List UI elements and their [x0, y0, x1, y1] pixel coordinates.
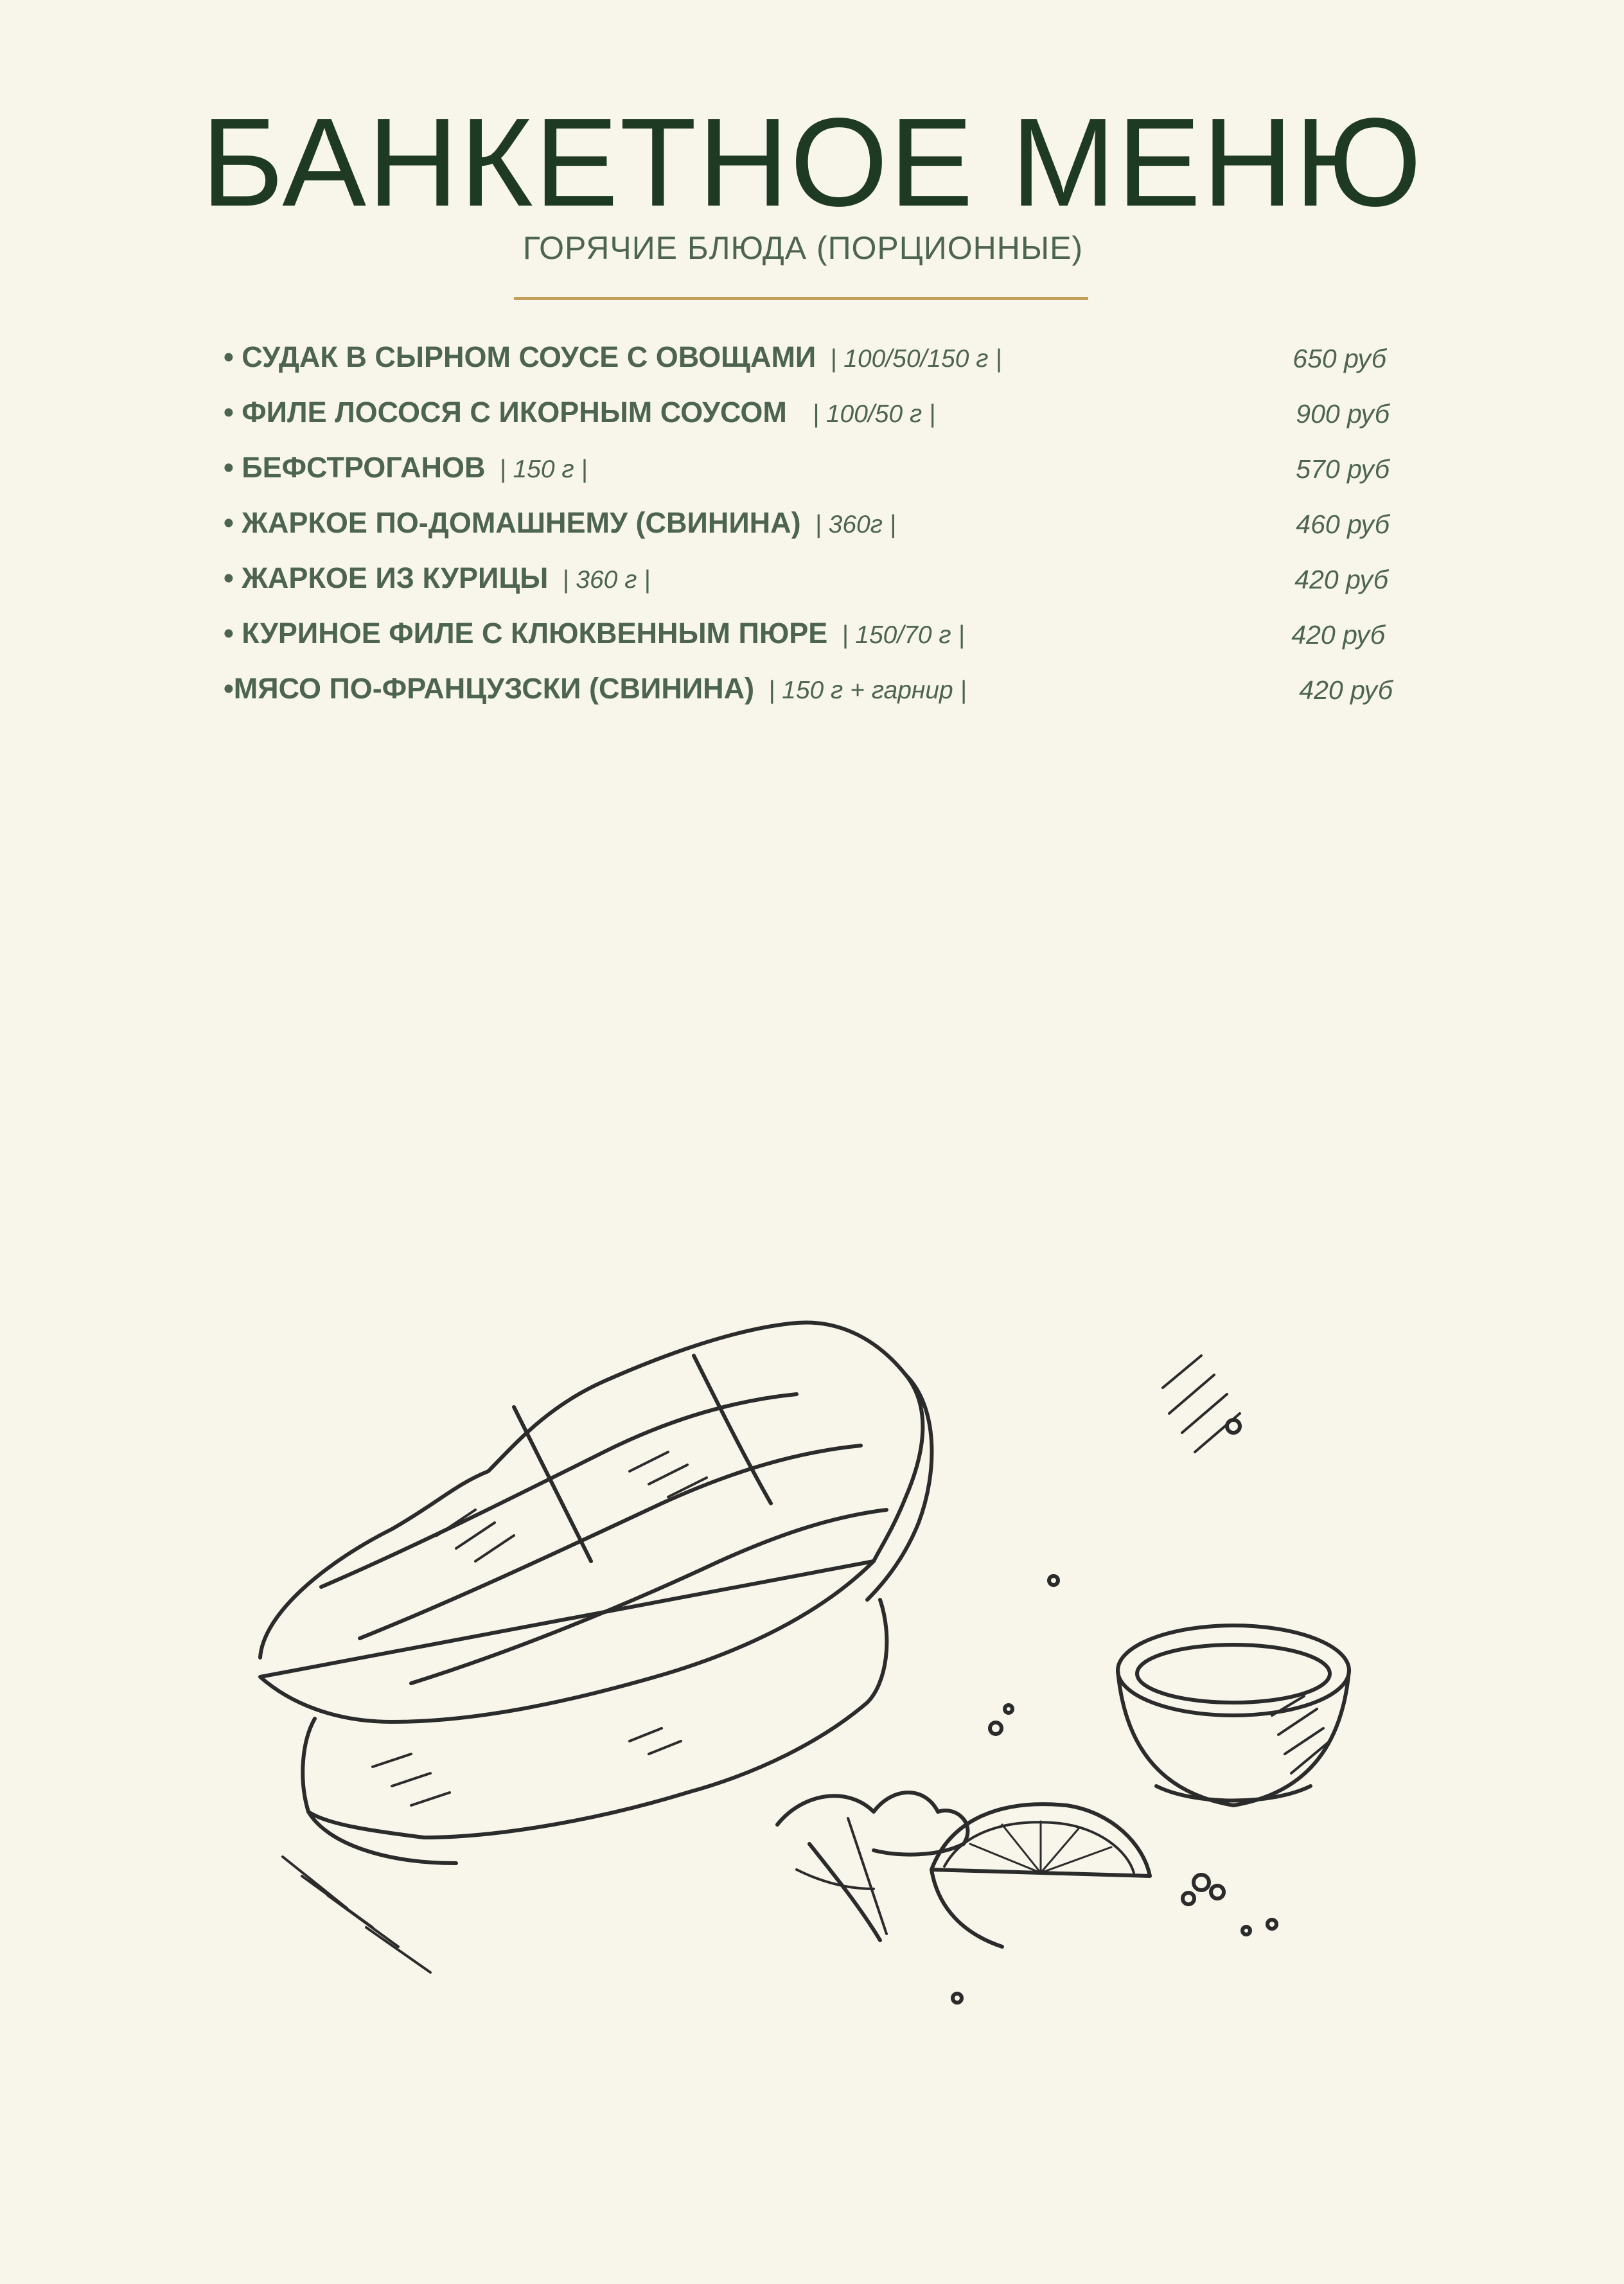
- dish-price: 420 руб: [1294, 565, 1388, 594]
- dish-price: 460 руб: [1296, 509, 1390, 539]
- dish-portion: | 150 г |: [499, 456, 588, 483]
- menu-list: [224, 338, 1393, 725]
- menu-item: [224, 338, 1386, 393]
- dish-price: 420 руб: [1299, 675, 1393, 705]
- menu-item: [224, 393, 1390, 448]
- menu-item: [224, 614, 1386, 669]
- divider: [514, 297, 1088, 300]
- dish-name: • СУДАК В СЫРНОМ СОУСЕ С ОВОЩАМИ: [224, 341, 816, 373]
- dish-price: 650 руб: [1293, 344, 1386, 373]
- page-title: БАНКЕТНОЕ МЕНЮ: [201, 92, 1423, 233]
- dish-name: • БЕФСТРОГАНОВ: [224, 451, 486, 484]
- dish-name: • ЖАРКОЕ ПО-ДОМАШНЕМУ (СВИНИНА): [224, 506, 801, 539]
- dish-portion: | 150 г + гарнир |: [768, 677, 967, 704]
- menu-item: [224, 559, 1386, 614]
- steak-sketch-icon: [244, 1279, 1388, 2011]
- dish-price: 570 руб: [1296, 454, 1390, 484]
- dish-portion: | 150/70 г |: [842, 621, 965, 649]
- section-subtitle: ГОРЯЧИЕ БЛЮДА (ПОРЦИОННЫЕ): [522, 230, 1084, 266]
- dish-price: 900 руб: [1296, 399, 1390, 429]
- dish-portion: | 360г |: [815, 511, 896, 538]
- dish-portion: | 100/50 г |: [812, 400, 936, 428]
- dish-price: 420 руб: [1291, 620, 1385, 650]
- menu-item: [224, 448, 1390, 504]
- dish-name: • ФИЛЕ ЛОСОСЯ С ИКОРНЫМ СОУСОМ: [224, 396, 787, 429]
- dish-portion: | 100/50/150 г |: [830, 345, 1002, 373]
- dish-name: •МЯСО ПО-ФРАНЦУЗСКИ (СВИНИНА): [224, 672, 755, 705]
- dish-name: • ЖАРКОЕ ИЗ КУРИЦЫ: [224, 562, 549, 594]
- dish-portion: | 360 г |: [562, 566, 651, 594]
- menu-item: [224, 669, 1393, 725]
- dish-name: • КУРИНОЕ ФИЛЕ С КЛЮКВЕННЫМ ПЮРЕ: [224, 617, 828, 650]
- menu-item: [224, 504, 1390, 559]
